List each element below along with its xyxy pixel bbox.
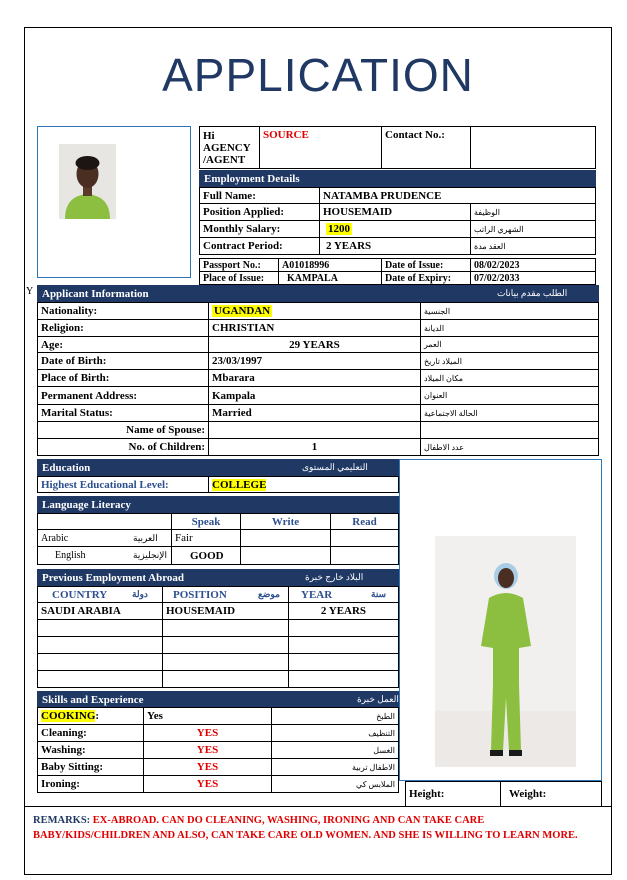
- skill-ar-4: الملابس كي: [271, 775, 399, 793]
- applicant-value-6: Married: [208, 404, 421, 422]
- salary-ar: الشهري الراتب: [470, 220, 596, 238]
- write-col-header: Write: [240, 513, 331, 530]
- full-name-value: NATAMBA PRUDENCE: [319, 187, 596, 204]
- applicant-label-1: Religion:: [37, 319, 209, 337]
- skill-value-4: YES: [143, 775, 272, 793]
- skill-ar-2: الغسل: [271, 741, 399, 759]
- skill-label-3: Baby Sitting:: [37, 758, 144, 776]
- skill-label-1: Cleaning:: [37, 724, 144, 742]
- language-heading: Language Literacy: [37, 496, 399, 513]
- prev-empty-cell: [162, 670, 289, 688]
- applicant-ar-5: العنوان: [420, 386, 599, 405]
- employment-heading: Employment Details: [199, 170, 596, 187]
- full-name-label: Full Name:: [199, 187, 320, 204]
- skill-label-4: Ironing:: [37, 775, 144, 793]
- position-value: HOUSEMAID: [319, 203, 471, 221]
- speak-col-header: Speak: [171, 513, 241, 530]
- passport-photo-box: [37, 126, 191, 278]
- place-issue-value: KAMPALA: [278, 271, 382, 285]
- prev-empty-cell: [288, 636, 399, 654]
- place-issue-label: Place of Issue:: [199, 271, 279, 285]
- prev-empty-cell: [162, 619, 289, 637]
- applicant-value-8: 1: [208, 438, 421, 456]
- source-cell: [259, 126, 382, 169]
- issue-date-label: Date of Issue:: [381, 258, 471, 272]
- contract-label: Contract Period:: [199, 237, 320, 255]
- salary-label: Monthly Salary:: [199, 220, 320, 238]
- prev-year-1: 2 YEARS: [288, 602, 399, 620]
- applicant-heading: Applicant Information الطلب مقدم بيانات: [37, 285, 599, 302]
- remarks-box: [25, 806, 612, 875]
- applicant-label-5: Permanent Address:: [37, 386, 209, 405]
- education-level-label: Highest Educational Level:: [37, 476, 209, 493]
- remarks-text: REMARKS: EX-ABROAD. CAN DO CLEANING, WASHING, IRONING AND CAN TAKE CARE BABY/KIDS/CHILDREN AND ALSO, CAN TAKE CARE OLD WOMEN. AND SHE IS WILLING TO LEARN MORE.: [33, 815, 578, 841]
- margin-mark: Y: [26, 286, 34, 297]
- english-write: [240, 546, 331, 565]
- prev-empty-cell: [37, 619, 163, 637]
- full-body-photo: [435, 536, 576, 767]
- prev-empty-cell: [37, 653, 163, 671]
- agency-label: Hi AGENCY /AGENT: [203, 129, 251, 166]
- applicant-value-4: Mbarara: [208, 369, 421, 387]
- contact-label-cell: [381, 126, 471, 169]
- applicant-value-0: UGANDAN: [208, 302, 421, 320]
- prev-empty-cell: [288, 619, 399, 637]
- height-cell: Height:: [405, 781, 501, 807]
- applicant-value-7: [208, 421, 421, 439]
- skill-value-2: YES: [143, 741, 272, 759]
- applicant-label-8: No. of Children:: [37, 438, 209, 456]
- arabic-row-label: Arabic العربية: [37, 529, 172, 547]
- contact-value-cell: [470, 126, 596, 169]
- expiry-label: Date of Expiry:: [381, 271, 471, 285]
- applicant-label-6: Marital Status:: [37, 404, 209, 422]
- skill-value-3: YES: [143, 758, 272, 776]
- contract-ar: العقد مدة: [470, 237, 596, 255]
- applicant-ar-0: الجنسية: [420, 302, 599, 320]
- applicant-ar-6: الحالة الاجتماعية: [420, 404, 599, 422]
- country-col-header: COUNTRY دولة: [37, 586, 163, 603]
- applicant-ar-2: العمر: [420, 336, 599, 353]
- prev-position-1: HOUSEMAID: [162, 602, 289, 620]
- applicant-label-0: Nationality:: [37, 302, 209, 320]
- skills-heading: Skills and Experience العمل خبرة: [37, 691, 399, 708]
- applicant-ar-1: الديانة: [420, 319, 599, 337]
- source-label: SOURCE: [263, 129, 309, 141]
- applicant-value-3: 23/03/1997: [208, 352, 421, 370]
- page-title: APPLICATION: [162, 49, 474, 101]
- prev-empty-cell: [162, 653, 289, 671]
- issue-date-value: 08/02/2023: [470, 258, 596, 272]
- read-col-header: Read: [330, 513, 399, 530]
- expiry-value: 07/02/2033: [470, 271, 596, 285]
- previous-heading: Previous Employment Abroad البلاد خارج خبرة: [37, 569, 399, 586]
- skill-value-0: Yes: [143, 707, 272, 725]
- arabic-read: [330, 529, 399, 547]
- skill-ar-1: التنظيف: [271, 724, 399, 742]
- english-read: [330, 546, 399, 565]
- prev-empty-cell: [288, 670, 399, 688]
- applicant-value-5: Kampala: [208, 386, 421, 405]
- education-heading: Education التعليمي المستوى: [37, 459, 399, 476]
- position-col-header: POSITION موضع: [162, 586, 289, 603]
- prev-empty-cell: [162, 636, 289, 654]
- applicant-value-1: CHRISTIAN: [208, 319, 421, 337]
- passport-no-label: Passport No.:: [199, 258, 279, 272]
- arabic-speak: Fair: [171, 529, 241, 547]
- skill-value-1: YES: [143, 724, 272, 742]
- skill-label-2: Washing:: [37, 741, 144, 759]
- applicant-ar-4: مكان الميلاد: [420, 369, 599, 387]
- prev-country-1: SAUDI ARABIA: [37, 602, 163, 620]
- prev-empty-cell: [37, 670, 163, 688]
- skill-ar-0: الطبخ: [271, 707, 399, 725]
- applicant-ar-8: عدد الاطفال: [420, 438, 599, 456]
- position-label: Position Applied:: [199, 203, 320, 221]
- applicant-ar-3: الميلاد تاريخ: [420, 352, 599, 370]
- contact-label: Contact No.:: [385, 129, 445, 141]
- full-photo-box: [399, 459, 602, 781]
- applicant-label-3: Date of Birth:: [37, 352, 209, 370]
- applicant-ar-7: [420, 421, 599, 439]
- agency-label-cell: [199, 126, 260, 169]
- english-speak: GOOD: [171, 546, 241, 565]
- applicant-label-4: Place of Birth:: [37, 369, 209, 387]
- passport-photo: [59, 144, 116, 219]
- applicant-label-2: Age:: [37, 336, 209, 353]
- prev-empty-cell: [37, 636, 163, 654]
- weight-cell: Weight:: [500, 781, 602, 807]
- skill-ar-3: الاطفال تربية: [271, 758, 399, 776]
- applicant-value-2: 29 YEARS: [208, 336, 421, 353]
- english-row-label: English الإنجليزية: [37, 546, 172, 565]
- prev-empty-cell: [288, 653, 399, 671]
- education-level-value: COLLEGE: [208, 476, 399, 493]
- contract-value: 2 YEARS: [319, 237, 471, 255]
- position-ar: الوظيفة: [470, 203, 596, 221]
- year-col-header: YEAR سنة: [288, 586, 399, 603]
- passport-no-value: A01018996: [278, 258, 382, 272]
- salary-value: 1200: [319, 220, 471, 238]
- applicant-label-7: Name of Spouse:: [37, 421, 209, 439]
- skill-label-0: COOKING :: [37, 707, 144, 725]
- language-corner-cell: [37, 513, 172, 530]
- arabic-write: [240, 529, 331, 547]
